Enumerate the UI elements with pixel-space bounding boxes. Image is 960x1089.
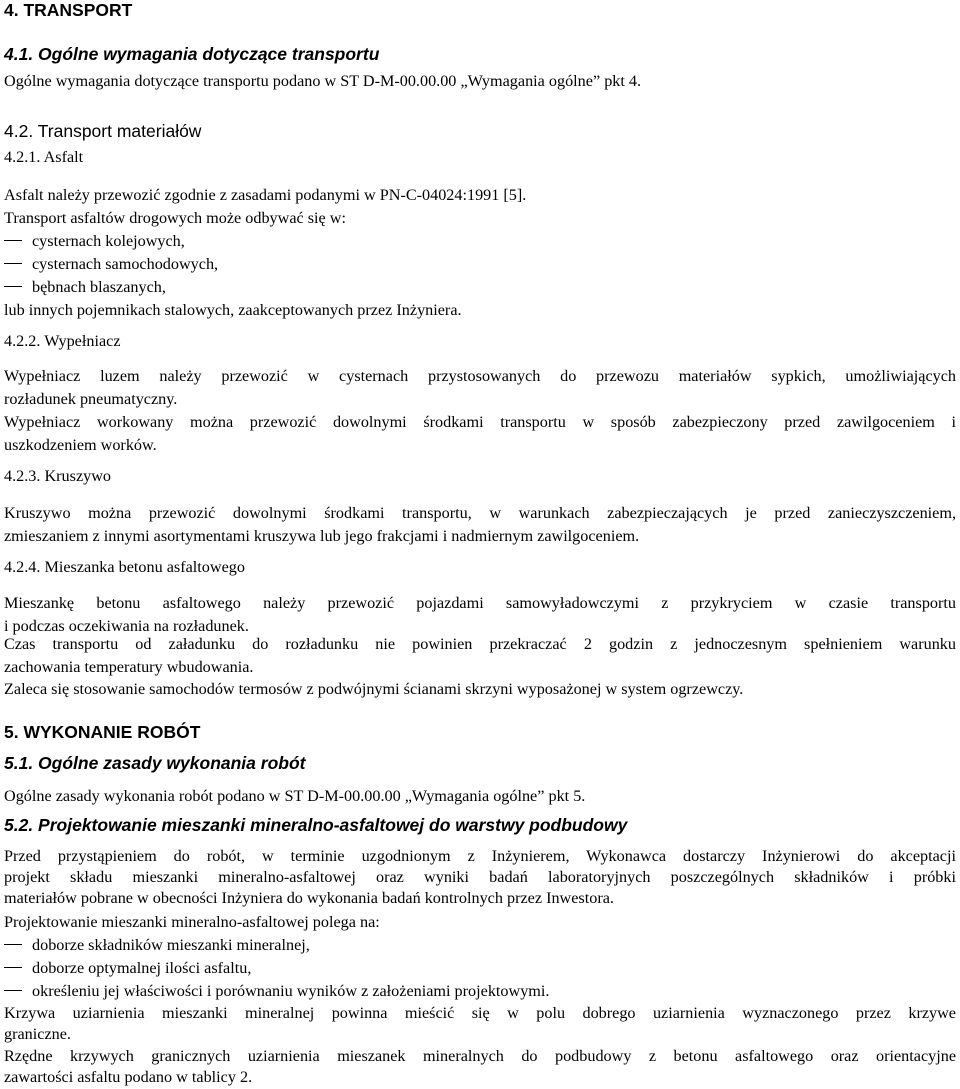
- filler-paragraph-1-line-1: Wypełniacz luzem należy przewozić w cysternach przystosowanych do przewozu materiałów sypkich, umożliwiających: [4, 367, 956, 385]
- section-4-2-4-heading: [4, 556, 956, 579]
- design-paragraph-1-line-1: Przed przystąpieniem do robót, w terminie uzgodnionym z Inżynierem, Wykonawca dostarczy Inżynierowi do akceptacji: [4, 847, 956, 865]
- list-item: cysternach samochodowych,: [4, 253, 956, 276]
- section-5-heading: 5. WYKONANIE ROBÓT: [4, 722, 201, 742]
- section-number: 4.2.3.: [4, 467, 41, 485]
- filler-paragraph-2-line-2: uszkodzeniem worków.: [4, 436, 157, 454]
- dash-bullet-icon: [4, 967, 22, 968]
- section-4-2-1-heading: [4, 146, 956, 169]
- section-4-2-2-heading: [4, 330, 956, 353]
- design-paragraph-3-line-1: Krzywa uziarnienia mieszanki mineralnej powinna mieścić się w polu dobrego uziarnienia wyznaczonego przez krzywe: [4, 1004, 956, 1022]
- mixture-paragraph-1-line-1: Mieszankę betonu asfaltowego należy przewozić pojazdami samowyładowczymi z przykryciem w czasie transportu: [4, 594, 956, 612]
- list-item: doborze optymalnej ilości asfaltu,: [4, 957, 956, 980]
- list-item: określeniu jej właściwości i porównaniu wyników z założeniami projektowymi.: [4, 980, 956, 1003]
- list-item: cysternach kolejowych,: [4, 230, 956, 253]
- design-paragraph-4-line-1: Rzędne krzywych granicznych uziarnienia mieszanek mineralnych do podbudowy z betonu asfaltowego oraz orientacyjne: [4, 1047, 956, 1065]
- asphalt-paragraph-1: Asfalt należy przewozić zgodnie z zasadami podanymi w PN-C-04024:1991 [5].: [4, 186, 527, 204]
- design-paragraph-2: Projektowanie mieszanki mineralno-asfaltowej polega na:: [4, 913, 380, 931]
- section-5-1-text: Ogólne zasady wykonania robót podano w ST D-M-00.00.00 „Wymagania ogólne” pkt 5.: [4, 787, 586, 805]
- section-4-1-heading: 4.1. Ogólne wymagania dotyczące transportu: [4, 44, 380, 64]
- design-paragraph-3-line-2: graniczne.: [4, 1025, 71, 1043]
- section-name: Mieszanka betonu asfaltowego: [44, 558, 245, 576]
- asphalt-paragraph-3: lub innych pojemnikach stalowych, zaakceptowanych przez Inżyniera.: [4, 301, 462, 319]
- section-number: 4.2.4.: [4, 558, 41, 576]
- aggregate-paragraph-line-1: Kruszywo można przewozić dowolnymi środkami transportu, w warunkach zabezpieczających je przed zanieczyszczeniem,: [4, 504, 956, 522]
- filler-paragraph-1-line-2: rozładunek pneumatyczny.: [4, 390, 178, 408]
- list-item: bębnach blaszanych,: [4, 276, 956, 299]
- dash-bullet-icon: [4, 944, 22, 945]
- asphalt-paragraph-2: Transport asfaltów drogowych może odbywać się w:: [4, 209, 346, 227]
- section-4-1-text: Ogólne wymagania dotyczące transportu podano w ST D-M-00.00.00 „Wymagania ogólne” pkt 4.: [4, 72, 642, 90]
- dash-bullet-icon: [4, 990, 22, 991]
- section-4-2-3-heading: [4, 465, 956, 488]
- dash-bullet-icon: [4, 240, 22, 241]
- section-number: 4.2.1.: [4, 148, 41, 166]
- dash-bullet-icon: [4, 263, 22, 264]
- design-paragraph-4-line-2: zawartości asfaltu podano w tablicy 2.: [4, 1068, 253, 1086]
- mixture-paragraph-2-line-1: Czas transportu od załadunku do rozładunku nie powinien przekraczać 2 godzin z jednoczesnym spełnieniem warunku: [4, 635, 956, 653]
- aggregate-paragraph-line-2: zmieszaniem z innymi asortymentami kruszywa lub jego frakcjami i nadmiernym zawilgoceniem.: [4, 527, 640, 545]
- section-name: Kruszywo: [44, 467, 112, 485]
- list-item: doborze składników mieszanki mineralnej,: [4, 934, 956, 957]
- section-number: 4.2.2.: [4, 332, 41, 350]
- section-4-2-heading: 4.2. Transport materiałów: [4, 121, 202, 141]
- mixture-paragraph-1-line-2: i podczas oczekiwania na rozładunek.: [4, 617, 249, 635]
- section-4-heading: 4. TRANSPORT: [4, 0, 133, 20]
- design-paragraph-1-line-3: materiałów pobrane w obecności Inżyniera do wykonania badań kontrolnych przez Inwestora.: [4, 889, 614, 907]
- section-5-1-heading: 5.1. Ogólne zasady wykonania robót: [4, 753, 306, 773]
- design-paragraph-1-line-2: projekt składu mieszanki mineralno-asfaltowej oraz wyniki badań laboratoryjnych poszczególnych składników i próbki: [4, 868, 956, 886]
- mixture-paragraph-2-line-2: zachowania temperatury wbudowania.: [4, 658, 254, 676]
- filler-paragraph-2-line-1: Wypełniacz workowany można przewozić dowolnymi środkami transportu w sposób zabezpieczony przed zawilgoceniem i: [4, 413, 956, 431]
- dash-bullet-icon: [4, 286, 22, 287]
- section-name: Wypełniacz: [44, 332, 121, 350]
- section-5-2-heading: 5.2. Projektowanie mieszanki mineralno-asfaltowej do warstwy podbudowy: [4, 815, 628, 835]
- mixture-paragraph-3: Zaleca się stosowanie samochodów termosów z podwójnymi ścianami skrzyni wyposażonej w system ogrzewczy.: [4, 680, 744, 698]
- section-name: Asfalt: [43, 148, 84, 166]
